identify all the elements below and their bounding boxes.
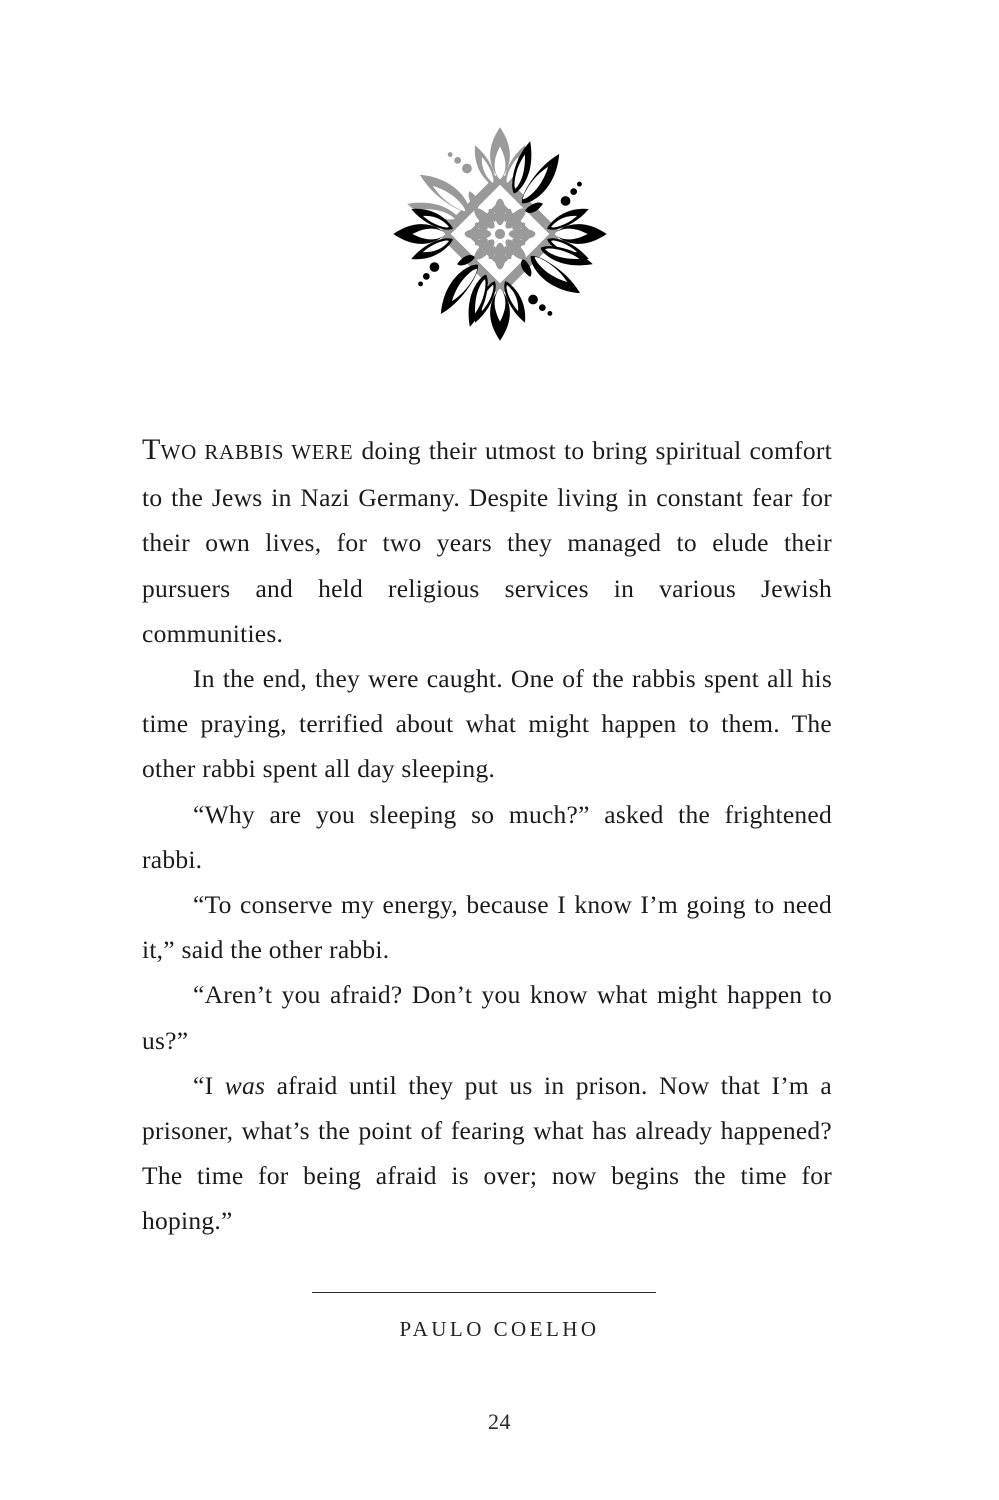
- floral-diamond-ornament: [0, 118, 999, 350]
- paragraph-6-after: afraid until they put us in prison. Now that I’m a prisoner, what’s the point of fearing what has already happened? The time for being afraid is over; now begins the time for hoping.”: [142, 1070, 832, 1236]
- page-number: 24: [488, 1409, 511, 1434]
- paragraph-lead-rest: doing their utmost to bring spiritual comfort to the Jews in Nazi Germany. Despite living in constant fear for their own lives, for two years they managed to elude their pursuers and held religious services in various Jewish communities.: [142, 436, 832, 648]
- opening-capital: T: [142, 432, 161, 466]
- paragraph-5: “Aren’t you afraid? Don’t you know what might happen to us?”: [142, 980, 832, 1055]
- story-body: [142, 428, 832, 1244]
- attribution-divider: [312, 1292, 656, 1293]
- paragraph-2: In the end, they were caught. One of the rabbis spent all his time praying, terrified about what might happen to them. The other rabbi spent all day sleeping.: [142, 664, 832, 784]
- paragraph-3: “Why are you sleeping so much?” asked the frightened rabbi.: [142, 799, 832, 874]
- opening-smallcaps: WO RABBIS WERE: [160, 440, 354, 464]
- paragraph-6: [142, 1063, 832, 1244]
- paragraph-6-before: “I: [193, 1070, 225, 1100]
- paragraph-4: “To conserve my energy, because I know I’m going to need it,” said the other rabbi.: [142, 890, 832, 965]
- paragraph-lead: [142, 428, 832, 656]
- author-attribution: PAULO COELHO: [399, 1317, 600, 1341]
- paragraph-6-italic: was: [224, 1070, 266, 1100]
